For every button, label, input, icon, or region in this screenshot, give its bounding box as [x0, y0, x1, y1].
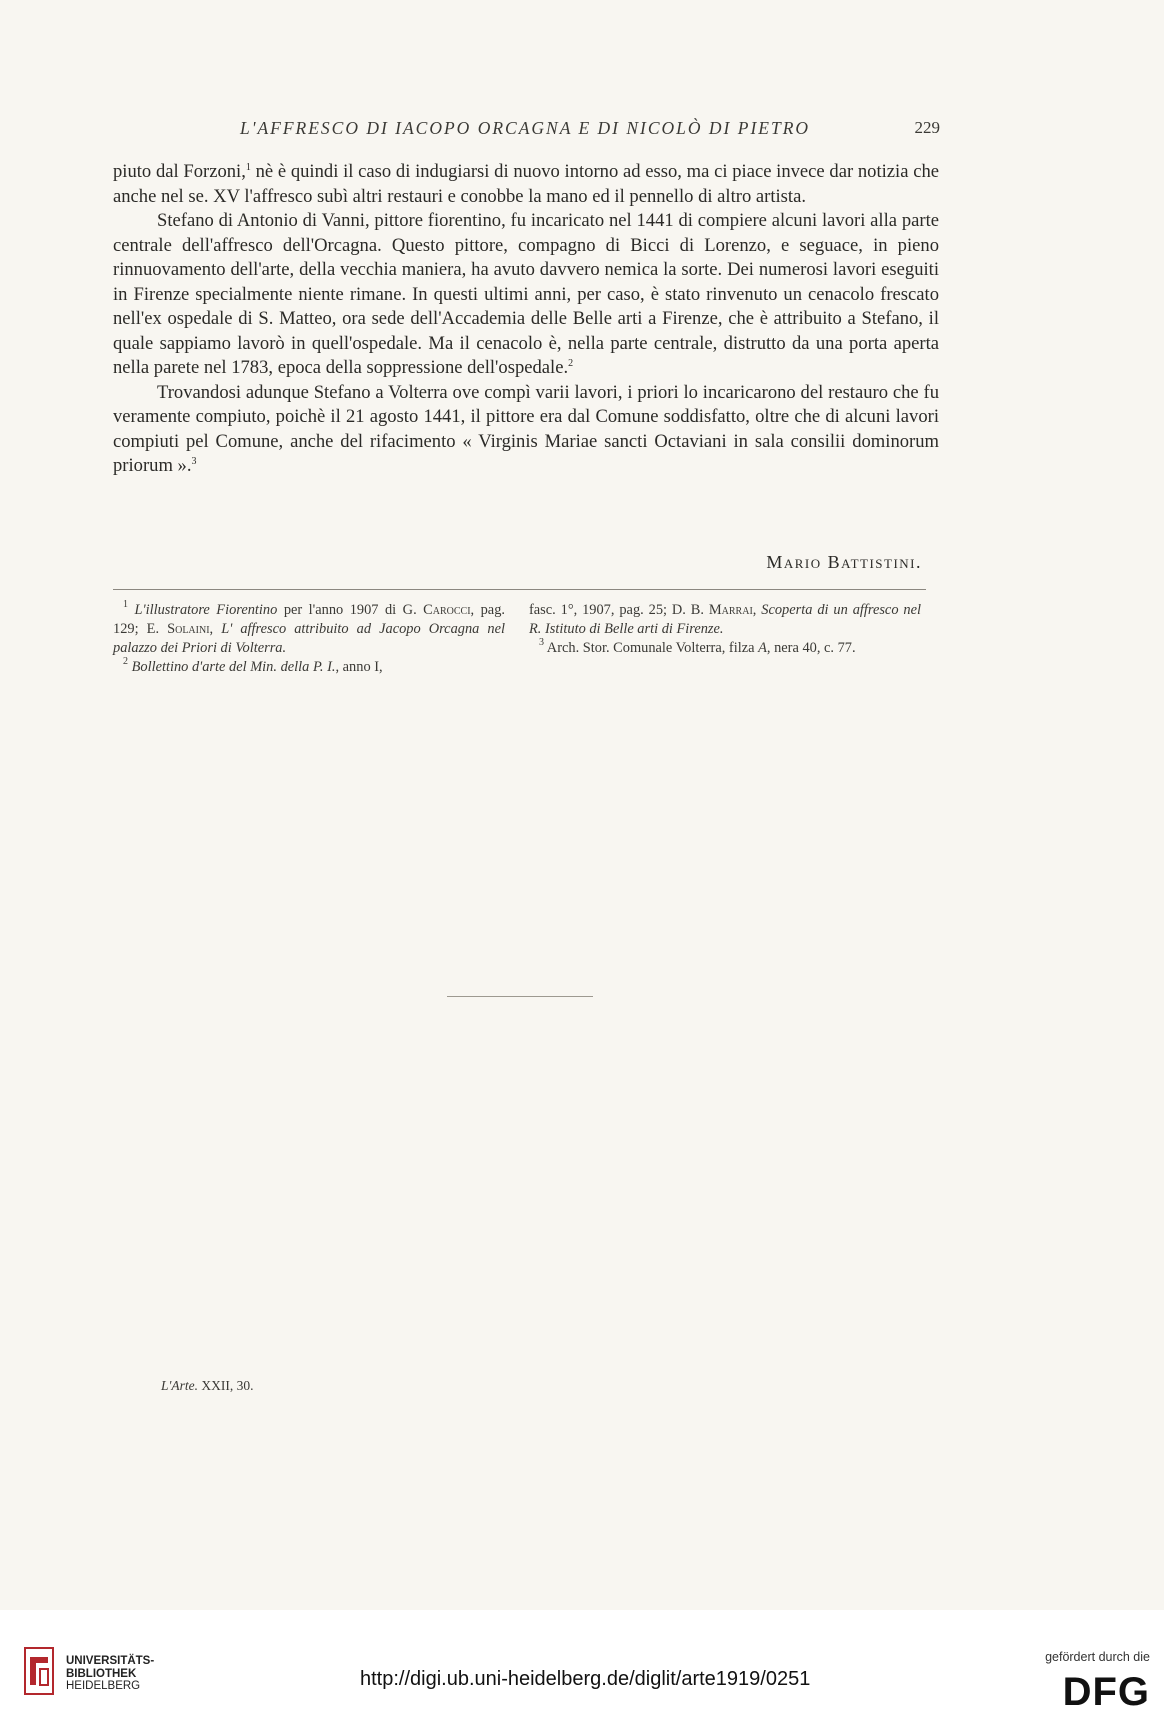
paragraph-1: piuto dal Forzoni,$^1$ nè è quindi il caso di indugiarsi di nuovo intorno ad esso, ma ci piace invece dar notizia che anche nel se. XV l'affresco subì altri restauri e conobbe la mano ed il pennello di altro artista.	[113, 161, 939, 207]
footnote-ref-2: 2	[568, 358, 574, 369]
body-text	[113, 160, 939, 479]
footnotes-left-column	[113, 601, 505, 677]
library-logo-icon	[24, 1647, 54, 1695]
footnote-2: $^2$ Bollettino d'arte del Min. della P. I., anno I,	[123, 656, 383, 675]
footnote-rule	[113, 589, 926, 590]
footnote-1: $^1$ L'illustratore Fiorentino per l'anno 1907 di G. Carocci, pag. 129; E. Solaini, L' affresco attribuito ad Jacopo Orcagna nel palazzo dei Priori di Volterra.	[113, 599, 505, 656]
running-head: L'AFFRESCO DI IACOPO ORCAGNA E DI NICOLÒ DI PIETRO	[239, 118, 811, 138]
footnote-ref-3: 3	[191, 456, 197, 467]
footnotes-right-column	[529, 601, 921, 658]
paragraph-2: Stefano di Antonio di Vanni, pittore fiorentino, fu incaricato nel 1441 di compiere alcuni lavori alla parte centrale dell'affresco dell'Orcagna. Questo pittore, compagno di Bicci di Lorenzo, e seguace, in pieno rinnuovamento dell'arte, della vecchia maniera, ha avuto davvero nemica la sorte. Dei numerosi lavori eseguiti in Firenze specialmente niente rimane. In questi ultimi anni, per caso, è stato rinvenuto un cenacolo frescato nell'ex ospedale di S. Matteo, ora sede dell'Accademia delle Belle arti a Firenze, che è attribuito a Stefano, il quale sappiamo lavorò in quell'ospedale. Ma il cenacolo è, nella parte centrale, distrutto da una porta aperta nella parete nel 1783, epoca della soppressione dell'ospedale.$^2$	[113, 210, 939, 378]
footnote-2-continued: fasc. 1°, 1907, pag. 25; D. B. Marrai, Scoperta di un affresco nel R. Istituto di Belle arti di Firenze.	[529, 602, 921, 637]
page-number: 229	[914, 118, 940, 137]
dfg-logo: DFG	[1062, 1670, 1150, 1714]
footnote-ref-1: 1	[245, 162, 251, 173]
viewer-footer	[0, 1610, 1164, 1725]
author-signature: Mario Battistini.	[766, 552, 922, 572]
decorative-dash	[447, 996, 593, 997]
paragraph-3: Trovandosi adunque Stefano a Volterra ove compì varii lavori, i priori lo incaricarono del restauro che fu veramente compiuto, poichè il 21 agosto 1441, il pittore era dal Comune soddisfatto, oltre che di alcuni lavori compiuti pel Comune, anche del rifacimento « Virginis Mariae sancti Octaviani in sala consilii dominorum priorum ».$^3$	[113, 381, 939, 476]
signature-mark: L'Arte. XXII, 30.	[161, 1378, 254, 1393]
library-name: UNIVERSITÄTS- BIBLIOTHEK HEIDELBERG	[66, 1655, 155, 1692]
footnote-3: $^3$ Arch. Stor. Comunale Volterra, filza A, nera 40, c. 77.	[539, 637, 856, 656]
dfg-funding-label: gefördert durch die	[1045, 1650, 1150, 1664]
permalink-url[interactable]: http://digi.ub.uni-heidelberg.de/diglit/arte1919/0251	[360, 1668, 811, 1690]
